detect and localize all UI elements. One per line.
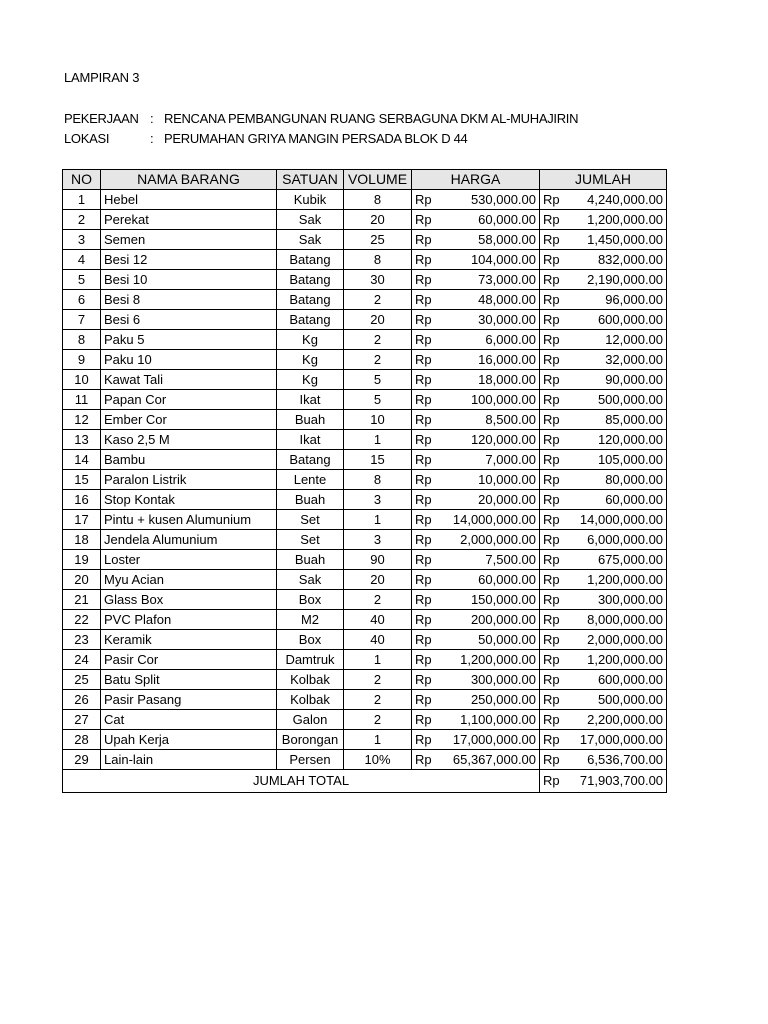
- row-total-currency: Rp: [540, 390, 564, 410]
- table-row: [63, 330, 667, 350]
- table-row: [63, 570, 667, 590]
- row-total-currency: Rp: [540, 490, 564, 510]
- row-item-name: Glass Box: [101, 590, 277, 610]
- row-price: 1,100,000.00: [436, 710, 540, 730]
- row-price: 48,000.00: [436, 290, 540, 310]
- row-total-currency: Rp: [540, 750, 564, 770]
- row-price: 120,000.00: [436, 430, 540, 450]
- row-total-currency: Rp: [540, 510, 564, 530]
- row-total-currency: Rp: [540, 410, 564, 430]
- table-row: [63, 610, 667, 630]
- row-total-currency: Rp: [540, 370, 564, 390]
- row-price-currency: Rp: [412, 650, 436, 670]
- row-no: 4: [63, 250, 101, 270]
- row-total: 8,000,000.00: [564, 610, 667, 630]
- row-total: 90,000.00: [564, 370, 667, 390]
- table-row: [63, 590, 667, 610]
- row-item-name: Ember Cor: [101, 410, 277, 430]
- row-total-currency: Rp: [540, 630, 564, 650]
- row-item-name: Upah Kerja: [101, 730, 277, 750]
- row-unit: Kolbak: [277, 670, 344, 690]
- row-total: 832,000.00: [564, 250, 667, 270]
- row-unit: Box: [277, 630, 344, 650]
- row-price-currency: Rp: [412, 450, 436, 470]
- row-price: 18,000.00: [436, 370, 540, 390]
- row-total-currency: Rp: [540, 730, 564, 750]
- row-total: 80,000.00: [564, 470, 667, 490]
- row-volume: 2: [344, 290, 412, 310]
- row-unit: Batang: [277, 450, 344, 470]
- table-row: [63, 730, 667, 750]
- row-price-currency: Rp: [412, 330, 436, 350]
- row-price-currency: Rp: [412, 230, 436, 250]
- row-price: 100,000.00: [436, 390, 540, 410]
- row-no: 10: [63, 370, 101, 390]
- table-row: [63, 710, 667, 730]
- row-total-currency: Rp: [540, 670, 564, 690]
- row-total: 675,000.00: [564, 550, 667, 570]
- row-price-currency: Rp: [412, 430, 436, 450]
- row-item-name: Pasir Pasang: [101, 690, 277, 710]
- row-item-name: PVC Plafon: [101, 610, 277, 630]
- row-volume: 2: [344, 690, 412, 710]
- row-no: 17: [63, 510, 101, 530]
- row-item-name: Besi 8: [101, 290, 277, 310]
- row-total-currency: Rp: [540, 190, 564, 210]
- row-volume: 2: [344, 330, 412, 350]
- row-total-currency: Rp: [540, 310, 564, 330]
- row-total: 1,200,000.00: [564, 210, 667, 230]
- row-item-name: Perekat: [101, 210, 277, 230]
- row-volume: 40: [344, 630, 412, 650]
- work-value: RENCANA PEMBANGUNAN RUANG SERBAGUNA DKM AL-MUHAJIRIN: [164, 111, 579, 126]
- row-price-currency: Rp: [412, 390, 436, 410]
- row-price-currency: Rp: [412, 570, 436, 590]
- grand-total-label: JUMLAH TOTAL: [63, 770, 540, 793]
- location-value: PERUMAHAN GRIYA MANGIN PERSADA BLOK D 44: [164, 131, 468, 146]
- table-row: [63, 310, 667, 330]
- table-row: [63, 290, 667, 310]
- row-price-currency: Rp: [412, 710, 436, 730]
- row-total: 6,000,000.00: [564, 530, 667, 550]
- row-volume: 20: [344, 310, 412, 330]
- table-row: [63, 510, 667, 530]
- row-no: 18: [63, 530, 101, 550]
- header-volume: VOLUME: [344, 170, 412, 190]
- row-price-currency: Rp: [412, 750, 436, 770]
- row-total-currency: Rp: [540, 590, 564, 610]
- row-item-name: Paralon Listrik: [101, 470, 277, 490]
- row-volume: 40: [344, 610, 412, 630]
- row-no: 26: [63, 690, 101, 710]
- row-price-currency: Rp: [412, 410, 436, 430]
- row-total-currency: Rp: [540, 710, 564, 730]
- row-unit: Sak: [277, 570, 344, 590]
- row-total: 1,200,000.00: [564, 570, 667, 590]
- row-volume: 10%: [344, 750, 412, 770]
- row-price-currency: Rp: [412, 310, 436, 330]
- work-colon: :: [150, 111, 154, 126]
- row-no: 16: [63, 490, 101, 510]
- row-item-name: Pintu + kusen Alumunium: [101, 510, 277, 530]
- row-price: 14,000,000.00: [436, 510, 540, 530]
- row-unit: Buah: [277, 490, 344, 510]
- header-no: NO: [63, 170, 101, 190]
- row-volume: 2: [344, 710, 412, 730]
- row-volume: 10: [344, 410, 412, 430]
- attachment-title: LAMPIRAN 3: [64, 70, 140, 85]
- table-row: [63, 390, 667, 410]
- row-volume: 8: [344, 250, 412, 270]
- row-no: 27: [63, 710, 101, 730]
- row-no: 28: [63, 730, 101, 750]
- table-row: [63, 750, 667, 770]
- row-total: 14,000,000.00: [564, 510, 667, 530]
- row-price-currency: Rp: [412, 370, 436, 390]
- row-price: 60,000.00: [436, 210, 540, 230]
- row-no: 1: [63, 190, 101, 210]
- row-price-currency: Rp: [412, 510, 436, 530]
- row-price: 250,000.00: [436, 690, 540, 710]
- table-row: [63, 190, 667, 210]
- row-volume: 3: [344, 530, 412, 550]
- row-unit: Sak: [277, 210, 344, 230]
- row-price-currency: Rp: [412, 210, 436, 230]
- row-price-currency: Rp: [412, 250, 436, 270]
- row-volume: 5: [344, 390, 412, 410]
- row-item-name: Bambu: [101, 450, 277, 470]
- row-no: 9: [63, 350, 101, 370]
- row-price: 7,500.00: [436, 550, 540, 570]
- row-item-name: Stop Kontak: [101, 490, 277, 510]
- row-unit: Set: [277, 510, 344, 530]
- row-price: 300,000.00: [436, 670, 540, 690]
- table-row: [63, 470, 667, 490]
- table-body: [63, 190, 667, 770]
- table-row: [63, 450, 667, 470]
- row-price: 2,000,000.00: [436, 530, 540, 550]
- header-name: NAMA BARANG: [101, 170, 277, 190]
- row-total-currency: Rp: [540, 330, 564, 350]
- row-total-currency: Rp: [540, 230, 564, 250]
- row-total: 12,000.00: [564, 330, 667, 350]
- row-no: 25: [63, 670, 101, 690]
- row-volume: 2: [344, 670, 412, 690]
- row-unit: Kg: [277, 350, 344, 370]
- row-price: 60,000.00: [436, 570, 540, 590]
- row-unit: Ikat: [277, 390, 344, 410]
- table-row: [63, 370, 667, 390]
- row-item-name: Besi 10: [101, 270, 277, 290]
- row-volume: 3: [344, 490, 412, 510]
- row-unit: Kolbak: [277, 690, 344, 710]
- row-volume: 1: [344, 510, 412, 530]
- header-total: JUMLAH: [540, 170, 667, 190]
- grand-total-currency: Rp: [540, 770, 564, 793]
- location-row: [64, 131, 467, 146]
- row-unit: Batang: [277, 290, 344, 310]
- row-no: 5: [63, 270, 101, 290]
- row-no: 11: [63, 390, 101, 410]
- row-unit: Kg: [277, 370, 344, 390]
- row-total: 32,000.00: [564, 350, 667, 370]
- table-row: [63, 530, 667, 550]
- row-volume: 8: [344, 190, 412, 210]
- row-volume: 2: [344, 590, 412, 610]
- row-item-name: Keramik: [101, 630, 277, 650]
- row-volume: 8: [344, 470, 412, 490]
- row-total: 500,000.00: [564, 690, 667, 710]
- row-price-currency: Rp: [412, 190, 436, 210]
- row-volume: 1: [344, 650, 412, 670]
- row-volume: 5: [344, 370, 412, 390]
- row-no: 24: [63, 650, 101, 670]
- row-unit: Batang: [277, 270, 344, 290]
- row-price-currency: Rp: [412, 730, 436, 750]
- row-item-name: Pasir Cor: [101, 650, 277, 670]
- row-total: 2,000,000.00: [564, 630, 667, 650]
- table-row: [63, 270, 667, 290]
- row-no: 22: [63, 610, 101, 630]
- row-total: 600,000.00: [564, 670, 667, 690]
- row-item-name: Papan Cor: [101, 390, 277, 410]
- row-price-currency: Rp: [412, 550, 436, 570]
- row-price: 20,000.00: [436, 490, 540, 510]
- row-total-currency: Rp: [540, 530, 564, 550]
- table-row: [63, 630, 667, 650]
- row-item-name: Loster: [101, 550, 277, 570]
- row-unit: Batang: [277, 250, 344, 270]
- row-volume: 30: [344, 270, 412, 290]
- table-row: [63, 430, 667, 450]
- row-total: 1,450,000.00: [564, 230, 667, 250]
- row-unit: Ikat: [277, 430, 344, 450]
- table-row: [63, 250, 667, 270]
- row-price-currency: Rp: [412, 490, 436, 510]
- row-volume: 20: [344, 210, 412, 230]
- row-unit: Persen: [277, 750, 344, 770]
- table-row: [63, 690, 667, 710]
- row-total: 105,000.00: [564, 450, 667, 470]
- row-item-name: Cat: [101, 710, 277, 730]
- row-total: 60,000.00: [564, 490, 667, 510]
- row-price: 65,367,000.00: [436, 750, 540, 770]
- row-price: 30,000.00: [436, 310, 540, 330]
- work-label: PEKERJAAN: [64, 111, 139, 126]
- row-price: 8,500.00: [436, 410, 540, 430]
- row-total-currency: Rp: [540, 570, 564, 590]
- row-price: 50,000.00: [436, 630, 540, 650]
- row-unit: Batang: [277, 310, 344, 330]
- row-price: 1,200,000.00: [436, 650, 540, 670]
- row-item-name: Jendela Alumunium: [101, 530, 277, 550]
- row-total-currency: Rp: [540, 610, 564, 630]
- row-item-name: Lain-lain: [101, 750, 277, 770]
- grand-total-value: 71,903,700.00: [564, 770, 667, 793]
- row-no: 8: [63, 330, 101, 350]
- row-total: 500,000.00: [564, 390, 667, 410]
- row-price: 530,000.00: [436, 190, 540, 210]
- row-price-currency: Rp: [412, 590, 436, 610]
- row-item-name: Besi 6: [101, 310, 277, 330]
- row-no: 20: [63, 570, 101, 590]
- row-item-name: Kawat Tali: [101, 370, 277, 390]
- row-item-name: Kaso 2,5 M: [101, 430, 277, 450]
- row-price: 17,000,000.00: [436, 730, 540, 750]
- row-total: 4,240,000.00: [564, 190, 667, 210]
- row-price-currency: Rp: [412, 630, 436, 650]
- row-unit: Buah: [277, 410, 344, 430]
- row-no: 23: [63, 630, 101, 650]
- row-no: 21: [63, 590, 101, 610]
- table-row: [63, 490, 667, 510]
- row-price: 58,000.00: [436, 230, 540, 250]
- row-total: 2,190,000.00: [564, 270, 667, 290]
- row-no: 6: [63, 290, 101, 310]
- table-row: [63, 210, 667, 230]
- row-item-name: Paku 10: [101, 350, 277, 370]
- row-item-name: Paku 5: [101, 330, 277, 350]
- row-item-name: Semen: [101, 230, 277, 250]
- table-row: [63, 230, 667, 250]
- row-no: 15: [63, 470, 101, 490]
- row-unit: Kg: [277, 330, 344, 350]
- table-row: [63, 350, 667, 370]
- row-price: 7,000.00: [436, 450, 540, 470]
- row-unit: Borongan: [277, 730, 344, 750]
- row-price: 104,000.00: [436, 250, 540, 270]
- row-total-currency: Rp: [540, 250, 564, 270]
- header-price: HARGA: [412, 170, 540, 190]
- row-no: 12: [63, 410, 101, 430]
- row-total: 6,536,700.00: [564, 750, 667, 770]
- row-volume: 2: [344, 350, 412, 370]
- row-unit: Damtruk: [277, 650, 344, 670]
- row-total: 600,000.00: [564, 310, 667, 330]
- row-volume: 1: [344, 430, 412, 450]
- location-label: LOKASI: [64, 131, 110, 146]
- row-total-currency: Rp: [540, 470, 564, 490]
- table-row: [63, 670, 667, 690]
- row-price-currency: Rp: [412, 670, 436, 690]
- row-unit: Lente: [277, 470, 344, 490]
- header-unit: SATUAN: [277, 170, 344, 190]
- row-volume: 25: [344, 230, 412, 250]
- row-total: 2,200,000.00: [564, 710, 667, 730]
- row-total-currency: Rp: [540, 430, 564, 450]
- row-item-name: Myu Acian: [101, 570, 277, 590]
- row-no: 3: [63, 230, 101, 250]
- row-total-currency: Rp: [540, 650, 564, 670]
- table-row: [63, 410, 667, 430]
- row-price-currency: Rp: [412, 290, 436, 310]
- row-volume: 90: [344, 550, 412, 570]
- table-header-row: [63, 170, 667, 190]
- row-total: 85,000.00: [564, 410, 667, 430]
- row-unit: Sak: [277, 230, 344, 250]
- row-price: 10,000.00: [436, 470, 540, 490]
- row-unit: Kubik: [277, 190, 344, 210]
- row-total-currency: Rp: [540, 290, 564, 310]
- row-no: 19: [63, 550, 101, 570]
- row-no: 14: [63, 450, 101, 470]
- row-total: 1,200,000.00: [564, 650, 667, 670]
- row-price-currency: Rp: [412, 690, 436, 710]
- row-price: 16,000.00: [436, 350, 540, 370]
- row-volume: 1: [344, 730, 412, 750]
- row-price-currency: Rp: [412, 530, 436, 550]
- row-total-currency: Rp: [540, 450, 564, 470]
- row-unit: Set: [277, 530, 344, 550]
- row-volume: 15: [344, 450, 412, 470]
- row-price-currency: Rp: [412, 270, 436, 290]
- work-row: [64, 111, 578, 126]
- row-item-name: Hebel: [101, 190, 277, 210]
- row-unit: Box: [277, 590, 344, 610]
- row-total-currency: Rp: [540, 690, 564, 710]
- materials-table: [62, 169, 667, 793]
- row-volume: 20: [344, 570, 412, 590]
- row-item-name: Besi 12: [101, 250, 277, 270]
- row-price: 73,000.00: [436, 270, 540, 290]
- row-price: 200,000.00: [436, 610, 540, 630]
- row-total: 120,000.00: [564, 430, 667, 450]
- table-row: [63, 550, 667, 570]
- row-price-currency: Rp: [412, 350, 436, 370]
- row-no: 2: [63, 210, 101, 230]
- row-total-currency: Rp: [540, 210, 564, 230]
- row-total: 96,000.00: [564, 290, 667, 310]
- row-item-name: Batu Split: [101, 670, 277, 690]
- row-price: 150,000.00: [436, 590, 540, 610]
- row-price-currency: Rp: [412, 470, 436, 490]
- row-total: 17,000,000.00: [564, 730, 667, 750]
- grand-total-row: [63, 770, 667, 793]
- row-unit: M2: [277, 610, 344, 630]
- location-colon: :: [150, 131, 154, 146]
- row-no: 29: [63, 750, 101, 770]
- row-unit: Galon: [277, 710, 344, 730]
- row-unit: Buah: [277, 550, 344, 570]
- row-price: 6,000.00: [436, 330, 540, 350]
- row-no: 13: [63, 430, 101, 450]
- table-row: [63, 650, 667, 670]
- row-total-currency: Rp: [540, 550, 564, 570]
- row-no: 7: [63, 310, 101, 330]
- row-total: 300,000.00: [564, 590, 667, 610]
- row-total-currency: Rp: [540, 350, 564, 370]
- row-total-currency: Rp: [540, 270, 564, 290]
- row-price-currency: Rp: [412, 610, 436, 630]
